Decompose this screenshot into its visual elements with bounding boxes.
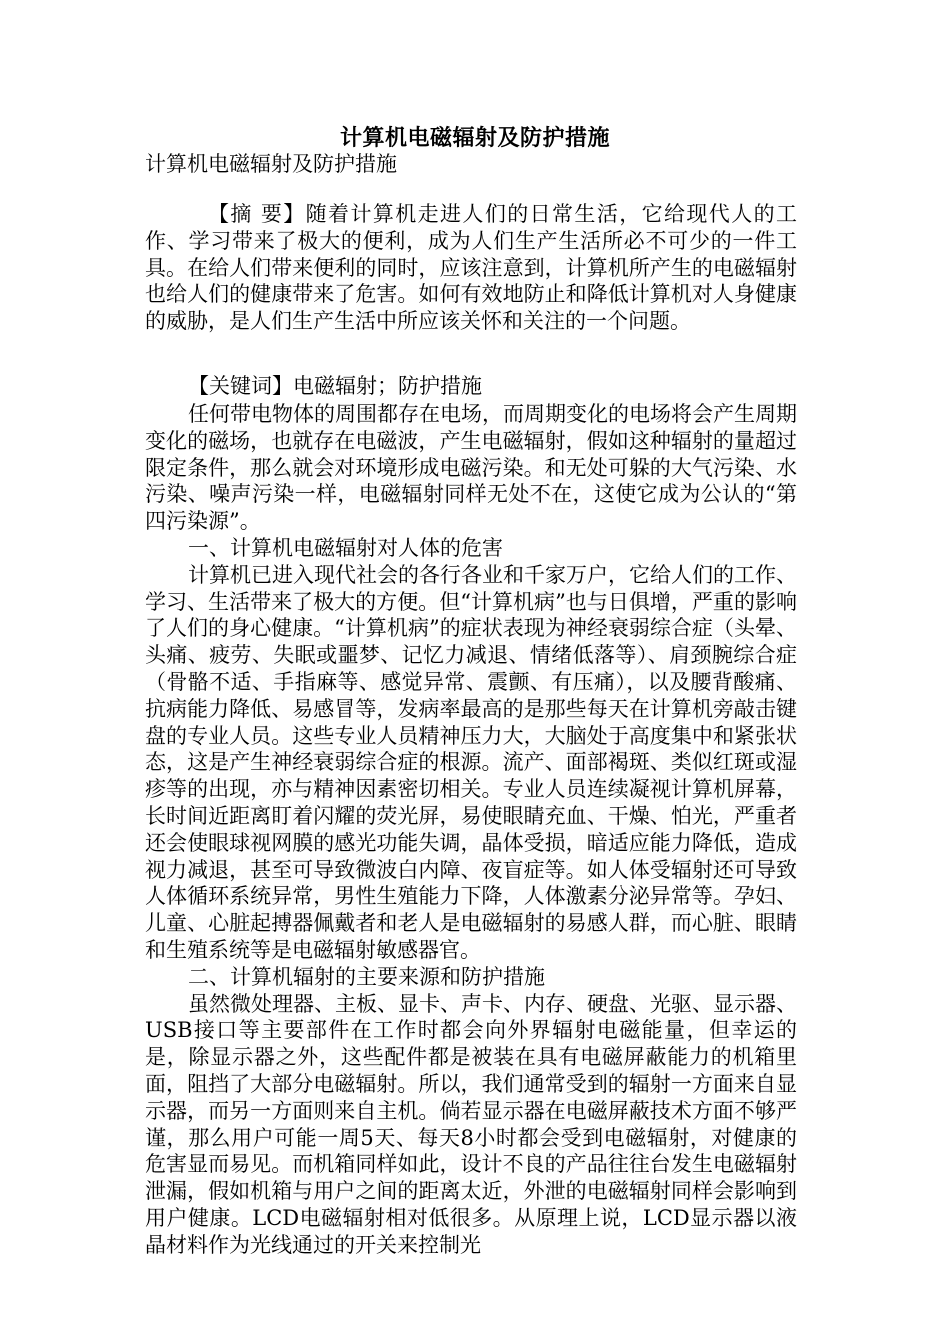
- body-paragraph-2: 计算机已进入现代社会的各行各业和千家万户，它给人们的工作、学习、生活带来了极大的方便。但“计算机病”也与日俱增，严重的影响了人们的身心健康。“计算机病”的症状表现为神经衰弱综合症（头晕、头痛、疲劳、失眠或噩梦、记忆力减退、情绪低落等）、肩颈腕综合症（骨骼不适、手指麻等、感觉异常、震颤、有压痛），以及腰背酸痛、抗病能力降低、易感冒等，发病率最高的是那些每天在计算机旁敲击键盘的专业人员。这些专业人员精神压力大，大脑处于高度集中和紧张状态，这是产生神经衰弱综合症的根源。流产、面部褐斑、类似红斑或湿疹等的出现，亦与精神因素密切相关。专业人员连续凝视计算机屏幕，长时间近距离盯着闪耀的荧光屏，易使眼睛充血、干燥、怕光，严重者还会使眼球视网膜的感光功能失调，晶体受损，暗适应能力降低，造成视力减退，甚至可导致微波白内障、夜盲症等。如人体受辐射还可导致人体循环系统异常，男性生殖能力下降，人体激素分泌异常等。孕妇、儿童、心脏起搏器佩戴者和老人是电磁辐射的易感人群，而心脏、眼睛和生殖系统等是电磁辐射敏感器官。: [145, 562, 797, 962]
- document-title: 计算机电磁辐射及防护措施: [339, 125, 610, 151]
- document-subtitle: 计算机电磁辐射及防护措施: [145, 152, 397, 176]
- section-heading-1: 一、计算机电磁辐射对人体的危害: [188, 535, 503, 560]
- body-paragraph-3: 虽然微处理器、主板、显卡、声卡、内存、硬盘、光驱、显示器、USB接口等主要部件在工作时都会向外界辐射电磁能量，但幸运的是，除显示器之外，这些配件都是被装在具有电磁屏蔽能力的机箱里面，阻挡了大部分电磁辐射。所以，我们通常受到的辐射一方面来自显示器，而另一方面则来自主机。倘若显示器在电磁屏蔽技术方面不够严谨，那么用户可能一周5天、每天8小时都会受到电磁辐射，对健康的危害显而易见。而机箱同样如此，设计不良的产品往往台发生电磁辐射泄漏，假如机箱与用户之间的距离太近，外泄的电磁辐射同样会影响到用户健康。LCD电磁辐射相对低很多。从原理上说，LCD显示器以液晶材料作为光线通过的开关来控制光: [145, 991, 797, 1257]
- section-heading-2: 二、计算机辐射的主要来源和防护措施: [188, 964, 545, 989]
- body-paragraph-1: 任何带电物体的周围都存在电场，而周期变化的电场将会产生周期变化的磁场，也就存在电磁波，产生电磁辐射，假如这种辐射的量超过限定条件，那么就会对环境形成电磁污染。和无处可躲的大气污染、水污染、噪声污染一样，电磁辐射同样无处不在，这使它成为公认的“第四污染源”。: [145, 402, 797, 534]
- abstract-paragraph: 【摘 要】随着计算机走进人们的日常生活，它给现代人的工作、学习带来了极大的便利，成为人们生产生活所必不可少的一件工具。在给人们带来便利的同时，应该注意到，计算机所产生的电磁辐射也给人们的健康带来了危害。如何有效地防止和降低计算机对人身健康的威胁，是人们生产生活中所应该关怀和关注的一个问题。: [145, 202, 797, 334]
- keywords-line: 【关键词】电磁辐射；防护措施: [188, 374, 482, 398]
- main-body: [145, 401, 797, 1259]
